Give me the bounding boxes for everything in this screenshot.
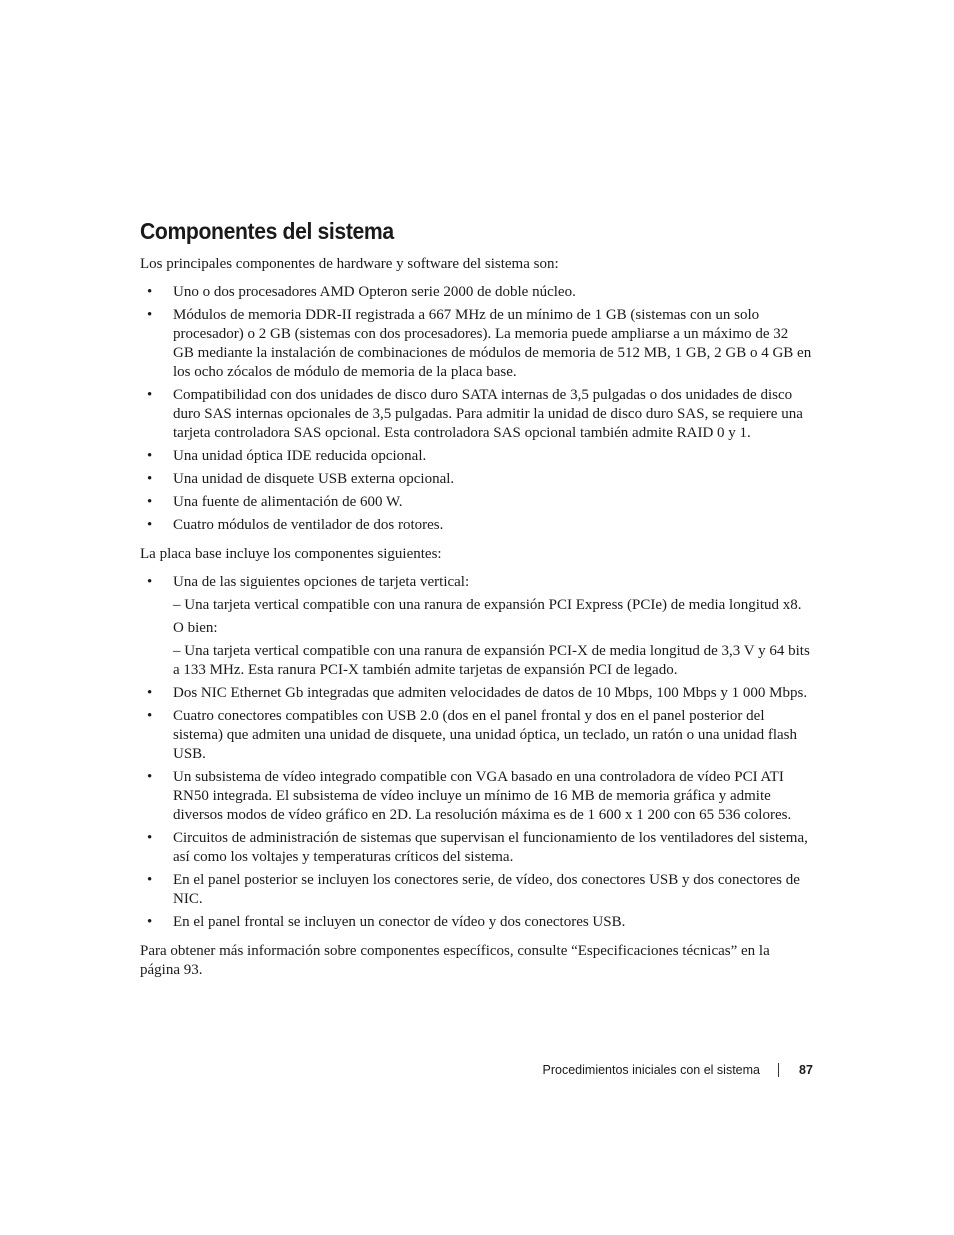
list-item: [140, 684, 812, 703]
list-item: [140, 447, 812, 466]
list-item-text: Una fuente de alimentación de 600 W.: [173, 494, 403, 510]
list-item: [140, 829, 812, 867]
bullet-icon: •: [147, 517, 153, 533]
bullet-icon: •: [147, 471, 153, 487]
list-item: [140, 516, 812, 535]
list-item: [140, 306, 812, 382]
bullet-icon: •: [147, 494, 153, 510]
list-item: [140, 707, 812, 764]
bullet-icon: •: [147, 708, 153, 724]
list-item-text: Cuatro conectores compatibles con USB 2.0 (dos en el panel frontal y dos en el panel posterior del sistema) que admiten una unidad de disquete, una unidad óptica, un teclado, un ratón o una unidad flash USB.: [173, 708, 797, 762]
list-item-text: Compatibilidad con dos unidades de disco duro SATA internas de 3,5 pulgadas o dos unidades de disco duro SAS internas opcionales de 3,5 pulgadas. Para admitir la unidad de disco duro SAS, se requiere una tarjeta controladora SAS opcional. Esta controladora SAS opcional también admite RAID 0 y 1.: [173, 387, 803, 441]
list-item-text: En el panel frontal se incluyen un conector de vídeo y dos conectores USB.: [173, 914, 626, 930]
bullet-icon: •: [147, 387, 153, 403]
riser-lead-text: Una de las siguientes opciones de tarjeta vertical:: [173, 574, 470, 590]
bullet-icon: •: [147, 284, 153, 300]
main-components-list: [140, 283, 812, 535]
list-item-text: Uno o dos procesadores AMD Opteron serie 2000 de doble núcleo.: [173, 284, 576, 300]
list-item-text: Una unidad óptica IDE reducida opcional.: [173, 448, 427, 464]
bullet-icon: •: [147, 307, 153, 323]
list-item-text: Cuatro módulos de ventilador de dos rotores.: [173, 517, 444, 533]
list-item-text: Una unidad de disquete USB externa opcional.: [173, 471, 455, 487]
list-item: [140, 913, 812, 932]
page-number: 87: [799, 1063, 813, 1077]
riser-or-text: O bien:: [173, 620, 218, 636]
riser-option-1: – Una tarjeta vertical compatible con una ranura de expansión PCI Express (PCIe) de media longitud x8.: [173, 597, 802, 613]
list-item: [140, 768, 812, 825]
list-item-text: Circuitos de administración de sistemas que supervisan el funcionamiento de los ventiladores del sistema, así como los voltajes y temperaturas críticos del sistema.: [173, 830, 808, 865]
list-item: [140, 386, 812, 443]
page-footer: [0, 1062, 954, 1082]
riser-option-2: – Una tarjeta vertical compatible con una ranura de expansión PCI-X de media longitud de 3,3 V y 64 bits a 133 MHz. Esta ranura PCI-X también admite tarjetas de expansión PCI de legado.: [173, 643, 810, 678]
closing-paragraph: Para obtener más información sobre componentes específicos, consulte “Especificaciones técnicas” en la página 93.: [140, 943, 770, 978]
list-item-text: Dos NIC Ethernet Gb integradas que admiten velocidades de datos de 10 Mbps, 100 Mbps y 1 000 Mbps.: [173, 685, 808, 701]
list-item: [140, 493, 812, 512]
bullet-icon: •: [147, 914, 153, 930]
list-item: [140, 470, 812, 489]
footer-separator: [778, 1063, 779, 1077]
list-item: [140, 283, 812, 302]
footer-chapter-title: Procedimientos iniciales con el sistema: [542, 1063, 760, 1077]
list-item: [140, 573, 812, 680]
list-item-text: Módulos de memoria DDR-II registrada a 667 MHz de un mínimo de 1 GB (sistemas con un solo procesador) o 2 GB (sistemas con dos procesadores). La memoria puede ampliarse a un máximo de 32 GB mediante la instalación de combinaciones de módulos de memoria de 512 MB, 1 GB, 2 GB o 4 GB en los ocho zócalos de módulo de memoria de la placa base.: [173, 307, 812, 380]
section-heading: Componentes del sistema: [140, 218, 394, 244]
bullet-icon: •: [147, 769, 153, 785]
list-item: [140, 871, 812, 909]
intro-paragraph: Los principales componentes de hardware y software del sistema son:: [140, 256, 559, 272]
bullet-icon: •: [147, 830, 153, 846]
bullet-icon: •: [147, 872, 153, 888]
list-item-text: Un subsistema de vídeo integrado compatible con VGA basado en una controladora de vídeo PCI ATI RN50 integrada. El subsistema de vídeo incluye un mínimo de 16 MB de memoria gráfica y admite diversos modos de vídeo gráfico en 2D. La resolución máxima es de 1 600 x 1 200 con 65 536 colores.: [173, 769, 792, 823]
body-content: [140, 255, 812, 989]
board-components-list: [140, 573, 812, 932]
bullet-icon: •: [147, 574, 153, 590]
bullet-icon: •: [147, 448, 153, 464]
bullet-icon: •: [147, 685, 153, 701]
board-intro-paragraph: La placa base incluye los componentes siguientes:: [140, 546, 442, 562]
list-item-text: En el panel posterior se incluyen los conectores serie, de vídeo, dos conectores USB y dos conectores de NIC.: [173, 872, 800, 907]
